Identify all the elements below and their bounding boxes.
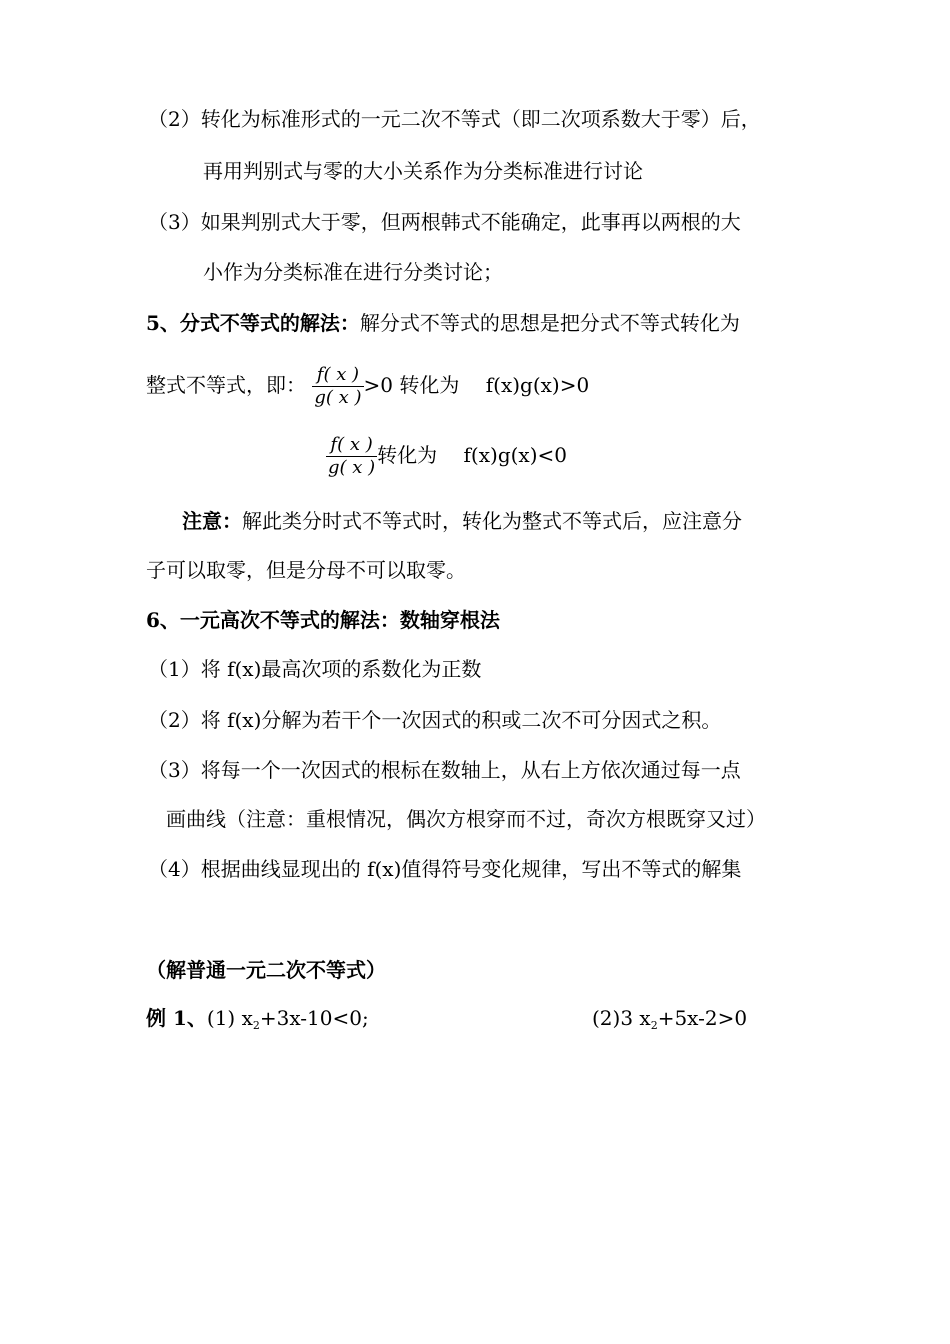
section-5-line-2	[146, 363, 589, 409]
note-line-2: 子可以取零，但是分母不可以取零。	[146, 558, 466, 582]
example-heading: （解普通一元二次不等式）	[146, 958, 386, 982]
item-3-line-1: （3）如果判别式大于零，但两根韩式不能确定，此事再以两根的大	[148, 210, 741, 234]
item-3-line-2: 小作为分类标准在进行分类讨论；	[203, 260, 503, 284]
section-5-text: 解分式不等式的思想是把分式不等式转化为	[359, 311, 740, 335]
example-1-part-2-rest: +5x-2>0	[657, 1006, 748, 1030]
section-5-line-2-prefix: 整式不等式，即：	[146, 373, 306, 397]
note-line-1	[182, 508, 742, 534]
section-6-heading: 6、一元高次不等式的解法：数轴穿根法	[146, 608, 500, 632]
example-1-part-1-exponent: 2	[252, 1019, 260, 1032]
fraction-2-denominator: g( x )	[328, 457, 376, 478]
example-1-part-2-exponent: 2	[650, 1019, 658, 1032]
example-1-part-1	[207, 1006, 369, 1030]
note-text-1: 解此类分时式不等式时，转化为整式不等式后，应注意分	[242, 509, 742, 533]
example-label: 例 1、	[146, 1006, 207, 1030]
item-2-line-2: 再用判别式与零的大小关系作为分类标准进行讨论	[203, 159, 643, 183]
convert-label-1: 转化为	[399, 373, 460, 397]
fraction-2-numerator: f( x )	[326, 434, 377, 457]
example-1-part-2-prefix: (2)3 x	[592, 1006, 651, 1030]
result-2: f(x)g(x)<0	[463, 443, 567, 467]
section-6-item-3-line-2: 画曲线（注意：重根情况，偶次方根穿而不过，奇次方根既穿又过）	[166, 807, 766, 831]
example-1-line	[146, 1005, 369, 1039]
convert-label-2: 转化为	[377, 443, 438, 467]
fraction-1-relation: >0	[363, 373, 394, 397]
fraction-f-over-g-1	[312, 364, 363, 409]
section-5-line-3	[326, 433, 567, 479]
section-5-heading: 5、分式不等式的解法：	[146, 311, 360, 335]
section-6-item-1: （1）将 f(x)最高次项的系数化为正数	[148, 657, 482, 681]
example-1-part-1-rest: +3x-10<0;	[259, 1006, 369, 1030]
section-5-line-1	[146, 310, 740, 336]
section-6-item-2: （2）将 f(x)分解为若干个一次因式的积或二次不可分因式之积。	[148, 708, 722, 732]
example-1-part-2	[592, 1005, 747, 1039]
section-6-item-3-line-1: （3）将每一个一次因式的根标在数轴上，从右上方依次通过每一点	[148, 758, 741, 782]
note-label: 注意：	[182, 509, 242, 533]
fraction-1-denominator: g( x )	[314, 387, 362, 408]
fraction-f-over-g-2	[326, 434, 377, 479]
section-6-item-4: （4）根据曲线显现出的 f(x)值得符号变化规律，写出不等式的解集	[148, 857, 742, 881]
item-2-line-1: （2）转化为标准形式的一元二次不等式（即二次项系数大于零）后，	[148, 107, 761, 131]
fraction-1-numerator: f( x )	[312, 364, 363, 387]
example-1-part-1-prefix: (1) x	[206, 1006, 253, 1030]
result-1: f(x)g(x)>0	[485, 373, 590, 397]
